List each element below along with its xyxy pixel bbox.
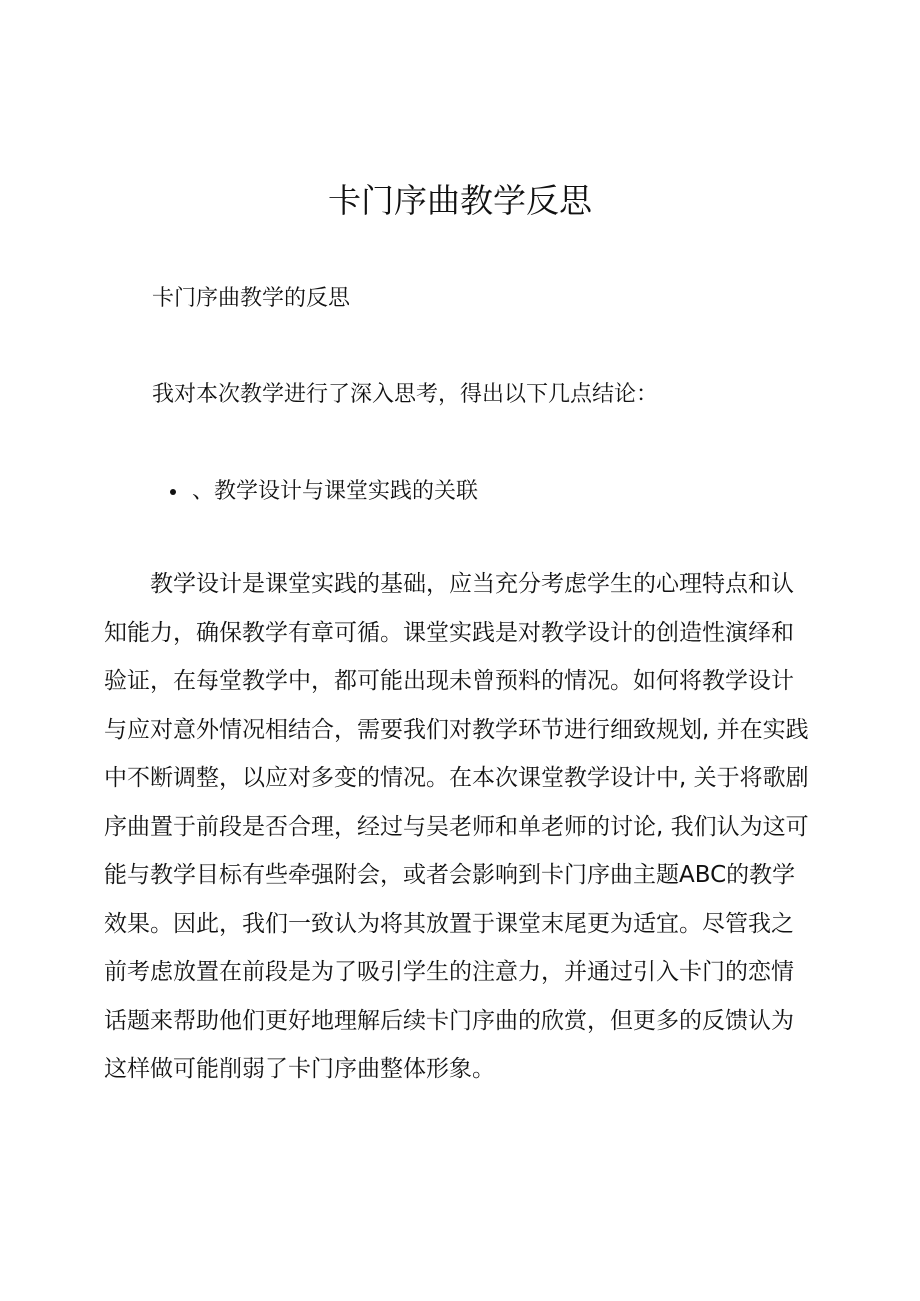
paragraph-line: 序曲置于前段是否合理，经过与吴老师和单老师的讨论, 我们认为这可 (104, 813, 809, 840)
paragraph-line: 中不断调整，以应对多变的情况。在本次课堂教学设计中, 关于将歌剧 (104, 765, 809, 791)
paragraph-line: 知能力，确保教学有章可循。课堂实践是对教学设计的创造性演绎和 (104, 619, 794, 646)
paragraph-line: 效果。因此，我们一致认为将其放置于课堂末尾更为适宜。尽管我之 (104, 910, 794, 937)
document-subtitle: 卡门序曲教学的反思 (152, 286, 351, 311)
body-paragraph (104, 560, 816, 1094)
section-heading (170, 477, 478, 507)
paragraph-line: 与应对意外情况相结合，需要我们对教学环节进行细致规划, 并在实践 (104, 716, 809, 743)
section-bullet-mark: 、 (192, 479, 215, 504)
paragraph-line: 这样做可能削弱了卡门序曲整体形象。 (104, 1056, 495, 1082)
paragraph-line: 能与教学目标有些牵强附会，或者会影响到卡门序曲主题ABC的教学 (104, 862, 796, 888)
bullet-dot-icon (170, 489, 176, 495)
paragraph-line: 话题来帮助他们更好地理解后续卡门序曲的欣赏，但更多的反馈认为 (104, 1007, 794, 1034)
intro-sentence: 我对本次教学进行了深入思考，得出以下几点结论： (152, 382, 659, 407)
document-title: 卡门序曲教学反思 (328, 181, 592, 220)
paragraph-line: 教学设计是课堂实践的基础，应当充分考虑学生的心理特点和认 (150, 571, 794, 597)
paragraph-line: 验证，在每堂教学中，都可能出现未曾预料的情况。如何将教学设计 (104, 668, 794, 694)
paragraph-line: 前考虑放置在前段是为了吸引学生的注意力，并通过引入卡门的恋情 (104, 959, 794, 985)
section-heading-text: 教学设计与课堂实践的关联 (214, 479, 479, 504)
